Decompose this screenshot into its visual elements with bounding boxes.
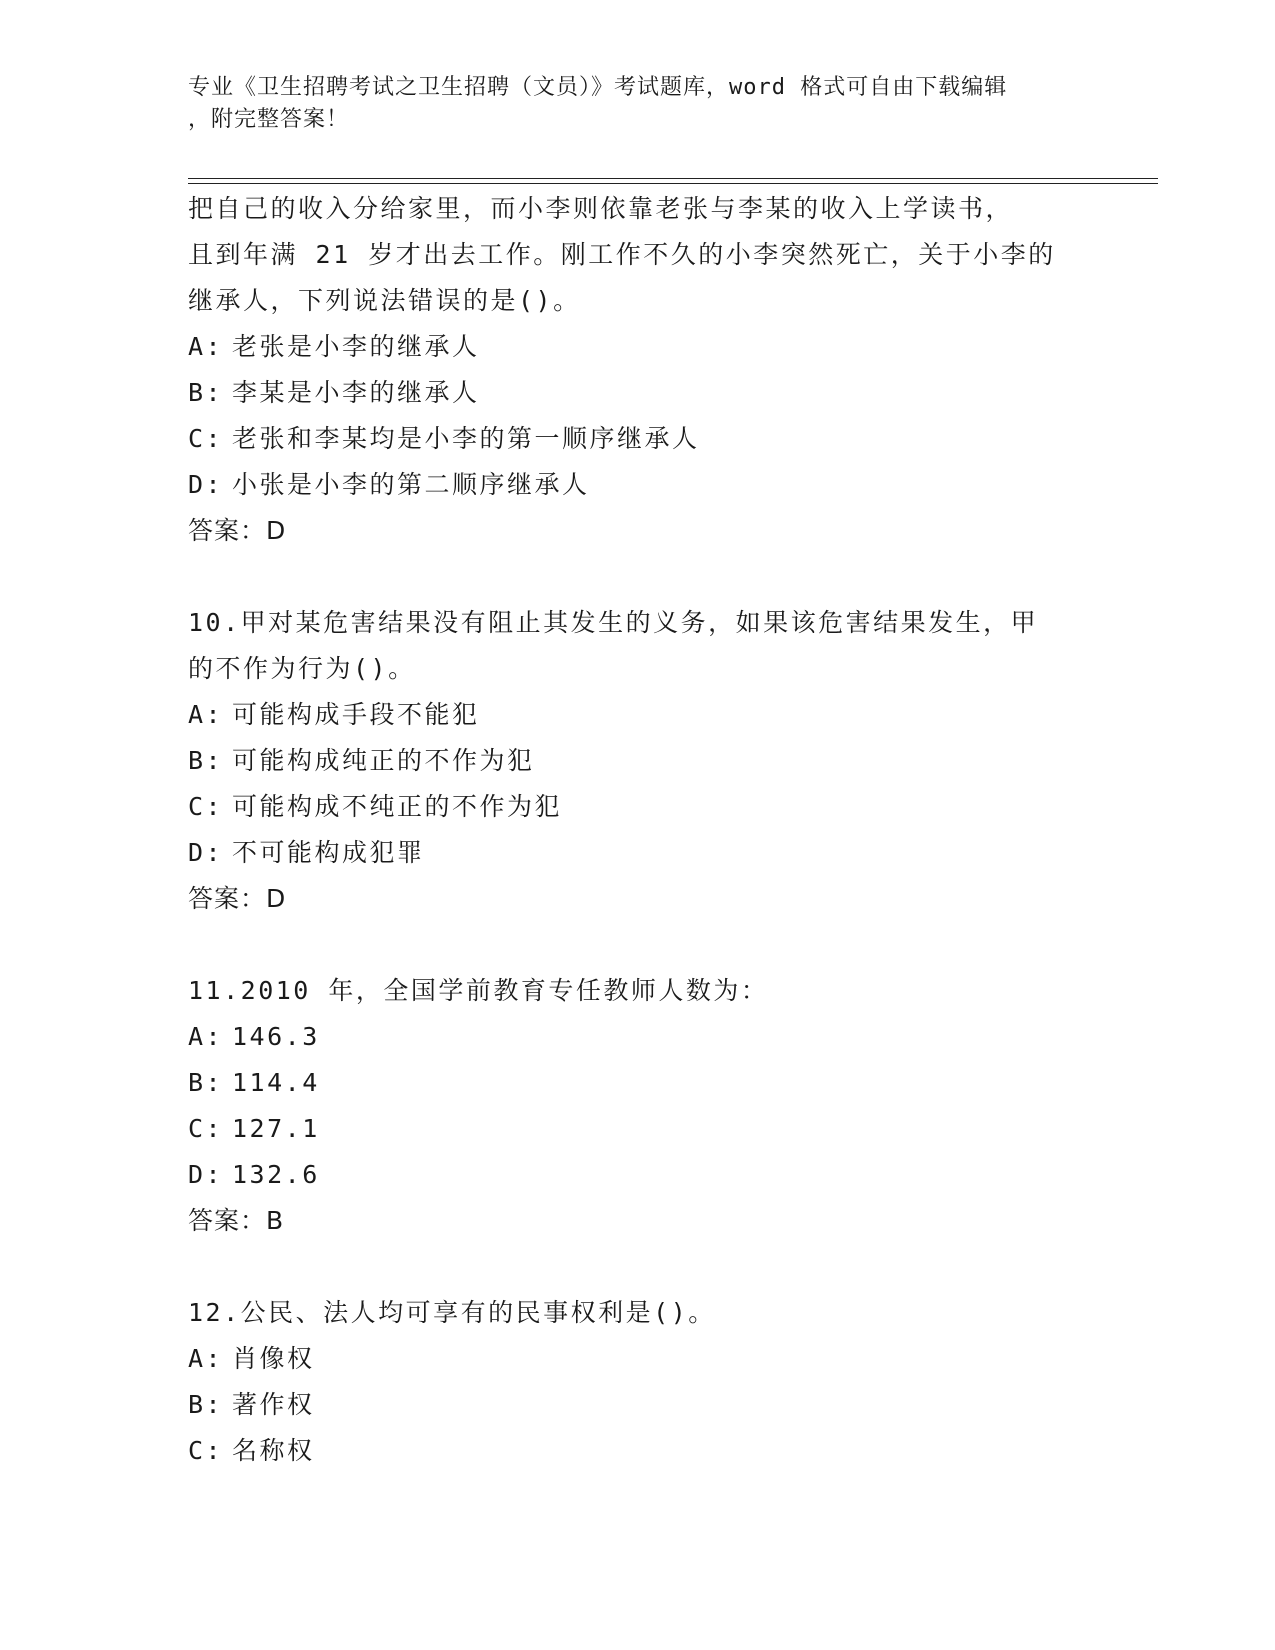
document-header (188, 72, 1088, 136)
option-letter: C: (188, 1436, 224, 1465)
question-text-line: 的不作为行为()。 (188, 654, 416, 683)
option-c (188, 1428, 1088, 1474)
option-text: 127.1 (232, 1114, 320, 1143)
option-text: 老张和李某均是小李的第一顺序继承人 (232, 424, 700, 453)
option-text: 老张是小李的继承人 (232, 332, 480, 361)
option-letter: D: (188, 470, 224, 499)
question-10 (188, 600, 1088, 922)
option-a (188, 324, 1088, 370)
option-letter: B: (188, 1390, 224, 1419)
option-text: 小张是小李的第二顺序继承人 (232, 470, 590, 499)
header-divider-bottom (188, 183, 1158, 184)
question-list (188, 186, 1088, 1474)
question-11 (188, 968, 1088, 1244)
option-b (188, 1382, 1088, 1428)
option-text: 可能构成纯正的不作为犯 (232, 746, 535, 775)
option-letter: D: (188, 1160, 224, 1189)
option-letter: A: (188, 332, 224, 361)
question-text-line: 11.2010 年，全国学前教育专任教师人数为： (188, 976, 769, 1005)
option-c (188, 416, 1088, 462)
option-letter: C: (188, 424, 224, 453)
option-text: 肖像权 (232, 1344, 315, 1373)
question-text-line: 把自己的收入分给家里，而小李则依靠老张与李某的收入上学读书， (188, 194, 1014, 223)
option-letter: B: (188, 378, 224, 407)
question-12 (188, 1290, 1088, 1474)
option-d (188, 462, 1088, 508)
option-letter: A: (188, 1344, 224, 1373)
spacer (188, 554, 1088, 600)
option-text: 146.3 (232, 1022, 320, 1051)
option-d (188, 1152, 1088, 1198)
spacer (188, 922, 1088, 968)
question-text-line: 10.甲对某危害结果没有阻止其发生的义务，如果该危害结果发生，甲 (188, 608, 1039, 637)
question-text-line: 且到年满 21 岁才出去工作。刚工作不久的小李突然死亡，关于小李的 (188, 240, 1056, 269)
question-text-line: 12.公民、法人均可享有的民事权利是()。 (188, 1298, 716, 1327)
header-line-1: 专业《卫生招聘考试之卫生招聘（文员）》考试题库，word 格式可自由下载编辑 (188, 75, 1008, 100)
option-a (188, 692, 1088, 738)
option-letter: A: (188, 700, 224, 729)
option-b (188, 370, 1088, 416)
option-b (188, 1060, 1088, 1106)
option-letter: B: (188, 1068, 224, 1097)
header-line-2: ，附完整答案！ (188, 107, 350, 132)
option-letter: C: (188, 792, 224, 821)
option-letter: A: (188, 1022, 224, 1051)
answer-line: 答案：D (188, 516, 287, 545)
option-a (188, 1014, 1088, 1060)
header-divider-top (188, 178, 1158, 179)
option-c (188, 784, 1088, 830)
option-text: 不可能构成犯罪 (232, 838, 425, 867)
option-text: 李某是小李的继承人 (232, 378, 480, 407)
option-letter: D: (188, 838, 224, 867)
option-text: 可能构成手段不能犯 (232, 700, 480, 729)
answer-line: 答案：D (188, 884, 287, 913)
option-text: 132.6 (232, 1160, 320, 1189)
option-text: 名称权 (232, 1436, 315, 1465)
option-text: 著作权 (232, 1390, 315, 1419)
question-text-line: 继承人，下列说法错误的是()。 (188, 286, 581, 315)
option-letter: B: (188, 746, 224, 775)
option-letter: C: (188, 1114, 224, 1143)
question-9 (188, 186, 1088, 554)
option-c (188, 1106, 1088, 1152)
answer-line: 答案：B (188, 1206, 285, 1235)
spacer (188, 1244, 1088, 1290)
option-a (188, 1336, 1088, 1382)
option-b (188, 738, 1088, 784)
option-d (188, 830, 1088, 876)
option-text: 114.4 (232, 1068, 320, 1097)
option-text: 可能构成不纯正的不作为犯 (232, 792, 563, 821)
